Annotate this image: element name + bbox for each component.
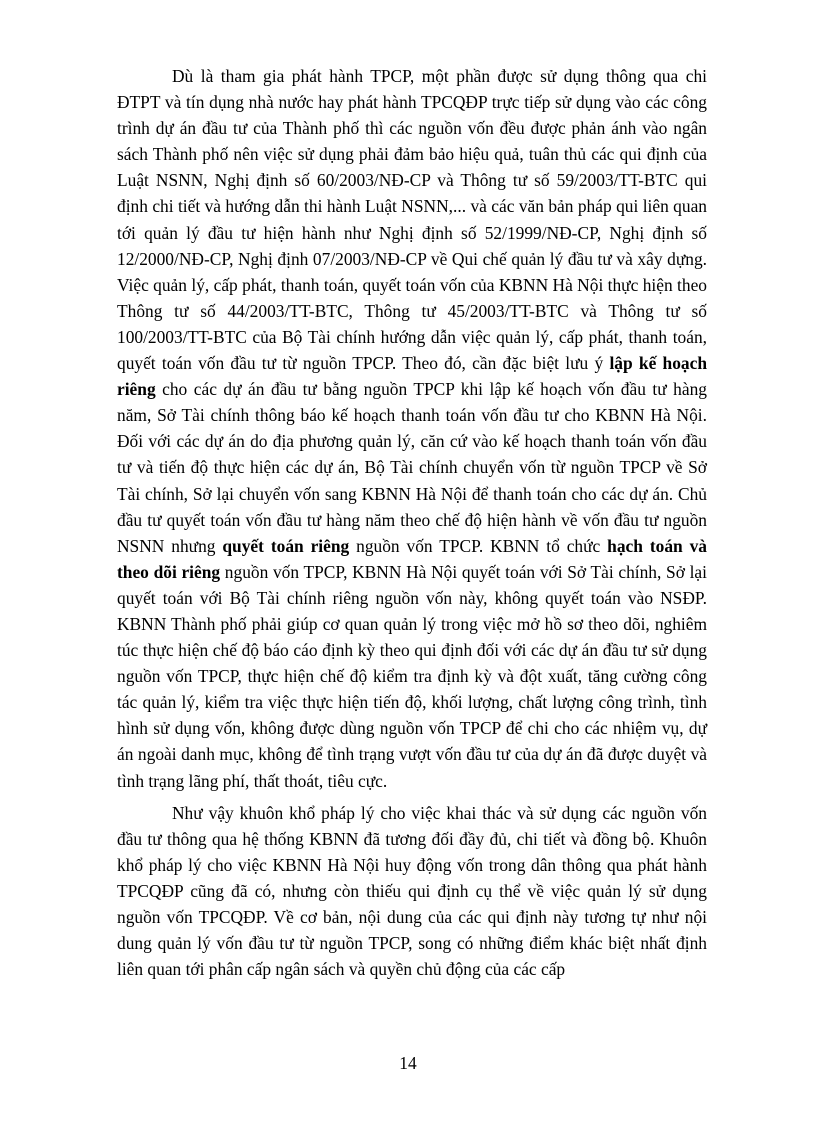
paragraph-1-text-3: nguồn vốn TPCP. KBNN tổ chức (349, 535, 608, 556)
paragraph-1-text-2: cho các dự án đầu tư bằng nguồn TPCP khi lập kế hoạch vốn đầu tư hàng năm, Sở Tài chính thông báo kế hoạch thanh toán vốn đầu tư cho KBNN Hà Nội. Đối với các dự án do địa phương quản lý, căn cứ vào kế hoạch thanh toán vốn đầu tư và tiến độ thực hiện các dự án, Bộ Tài chính chuyển vốn từ nguồn TPCP về Sở Tài chính, Sở lại chuyển vốn sang KBNN Hà Nội để thanh toán cho các dự án. Chủ đầu tư quyết toán vốn đầu tư hàng năm theo chế độ hiện hành về vốn đầu tư nguồn NSNN nhưng (117, 379, 707, 556)
emphasis-lap-ke-hoach-rieng: lập kế hoạch riêng (117, 353, 707, 400)
emphasis-quyet-toan-rieng: quyết toán riêng (222, 535, 350, 556)
page-number: 14 (399, 1053, 417, 1073)
paragraph-1 (117, 63, 707, 794)
paragraph-1-text-1: Dù là tham gia phát hành TPCP, một phần được sử dụng thông qua chi ĐTPT và tín dụng nhà nước hay phát hành TPCQĐP trực tiếp sử dụng vào các công trình dự án đầu tư của Thành phố thì các nguồn vốn đều được phản ánh vào ngân sách Thành phố nên việc sử dụng phải đảm bảo hiệu quả, tuân thủ các qui định của Luật NSNN, Nghị định số 60/2003/NĐ-CP và Thông tư số 59/2003/TT-BTC qui định chi tiết và hướng dẫn thi hành Luật NSNN,... và các văn bản pháp qui liên quan tới quản lý đầu tư hiện hành như Nghị định số 52/1999/NĐ-CP, Nghị định số 12/2000/NĐ-CP, Nghị định 07/2003/NĐ-CP về Qui chế quản lý đầu tư và xây dựng. Việc quản lý, cấp phát, thanh toán, quyết toán vốn của KBNN Hà Nội thực hiện theo Thông tư số 44/2003/TT-BTC, Thông tư 45/2003/TT-BTC và Thông tư số 100/2003/TT-BTC của Bộ Tài chính hướng dẫn việc quản lý, cấp phát, thanh toán, quyết toán vốn đầu tư từ nguồn TPCP. Theo đó, cần đặc biệt lưu ý (117, 66, 707, 374)
paragraph-1-text-4: nguồn vốn TPCP, KBNN Hà Nội quyết toán với Sở Tài chính, Sở lại quyết toán với Bộ Tài chính riêng nguồn vốn này, không quyết toán vào NSĐP. KBNN Thành phố phải giúp cơ quan quản lý trong việc mở hồ sơ theo dõi, nghiêm túc thực hiện chế độ báo cáo định kỳ theo qui định đối với các dự án đầu tư sử dụng nguồn vốn TPCP, thực hiện chế độ kiểm tra định kỳ và đột xuất, tăng cường công tác quản lý, kiểm tra việc thực hiện tiến độ, khối lượng, chất lượng công trình, tình hình sử dụng vốn, không được dùng nguồn vốn TPCP để chi cho các nhiệm vụ, dự án ngoài danh mục, không để tình trạng vượt vốn đầu tư của dự án đã được duyệt và tình trạng lãng phí, thất thoát, tiêu cực. (117, 561, 707, 791)
paragraph-2: Như vậy khuôn khổ pháp lý cho việc khai thác và sử dụng các nguồn vốn đầu tư thông qua hệ thống KBNN đã tương đối đầy đủ, chi tiết và đồng bộ. Khuôn khổ pháp lý cho việc KBNN Hà Nội huy động vốn trong dân thông qua phát hành TPCQĐP cũng đã có, nhưng còn thiếu qui định cụ thể về việc quản lý sử dụng nguồn vốn TPCQĐP. Về cơ bản, nội dung của các qui định này tương tự như nội dung quản lý vốn đầu tư từ nguồn TPCP, song có những điểm khác biệt nhất định liên quan tới phân cấp ngân sách và quyền chủ động của các cấp (117, 802, 707, 980)
emphasis-hach-toan-va-theo-doi-rieng: hạch toán và theo dõi riêng (117, 535, 707, 582)
body-text (117, 63, 707, 988)
